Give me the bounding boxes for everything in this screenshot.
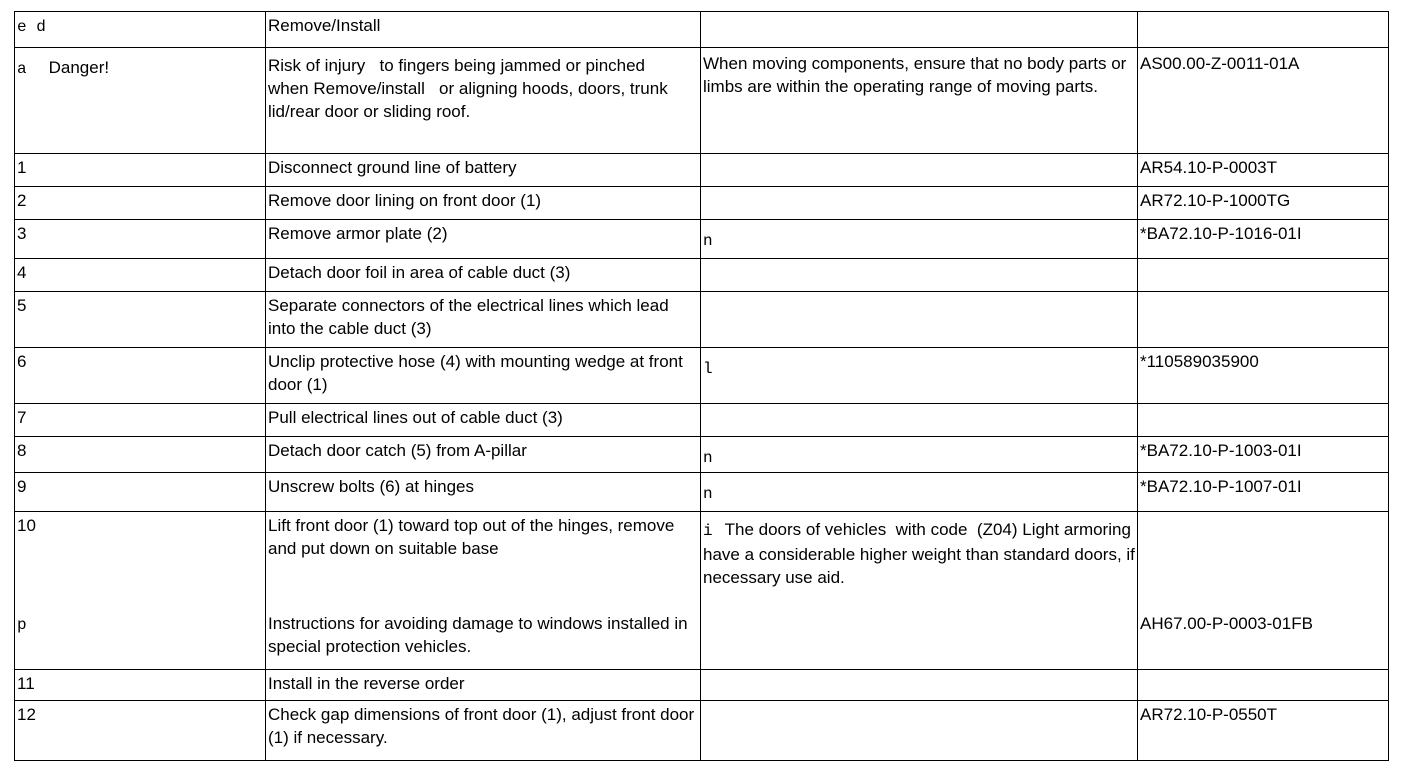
step-text-cell [266, 670, 701, 701]
step-number: 1 [17, 158, 27, 177]
step-note-cell [701, 292, 1138, 348]
table-row [15, 404, 1389, 437]
step-text: Unscrew bolts (6) at hinges [268, 477, 474, 496]
step-ref-cell [1138, 670, 1389, 701]
info-note-text: The doors of vehicles with code (Z04) Light armoring have a considerable higher weight than standard doors, if necessary use aid. [703, 520, 1140, 587]
step-text: Remove door lining on front door (1) [268, 191, 542, 210]
step-text: Detach door catch (5) from A-pillar [268, 441, 527, 460]
info-symbol: i [703, 522, 713, 540]
step-number: 2 [17, 191, 27, 210]
step-ref-cell [1138, 404, 1389, 437]
table-row [15, 473, 1389, 512]
tool-symbol: l [703, 360, 713, 378]
step-note-cell [701, 512, 1138, 670]
step-ref-cell [1138, 512, 1389, 670]
step-number-cell [15, 154, 266, 187]
danger-label-cell [15, 48, 266, 154]
step-text-cell [266, 404, 701, 437]
step-note-cell [701, 259, 1138, 292]
step-ref: AR54.10-P-0003T [1140, 158, 1278, 177]
step-ref: *BA72.10-P-1016-01I [1140, 224, 1302, 243]
danger-risk-cell [266, 48, 701, 154]
table-row [15, 701, 1389, 761]
step-number-cell [15, 437, 266, 473]
step-number: 5 [17, 296, 27, 315]
step-note-cell [701, 348, 1138, 404]
step-text: Detach door foil in area of cable duct (3) [268, 263, 571, 282]
step-number: 12 [17, 705, 36, 724]
step-ref: *BA72.10-P-1007-01I [1140, 477, 1302, 496]
header-empty-cell [1138, 12, 1389, 48]
step-number-cell [15, 292, 266, 348]
step-number: 6 [17, 352, 27, 371]
step-text: Disconnect ground line of battery [268, 158, 517, 177]
step-number-cell [15, 670, 266, 701]
step-number: 7 [17, 408, 27, 427]
step-number: 3 [17, 224, 27, 243]
step-number: 9 [17, 477, 27, 496]
step-number-cell [15, 259, 266, 292]
step-text: Check gap dimensions of front door (1), adjust front door (1) if necessary. [268, 705, 695, 747]
step-text-cell [266, 154, 701, 187]
step-text-cell [266, 437, 701, 473]
step-number-cell [15, 187, 266, 220]
step-number: 4 [17, 263, 27, 282]
step-note-cell [701, 187, 1138, 220]
header-title: Remove/Install [268, 16, 381, 35]
step-text: Separate connectors of the electrical lines which lead into the cable duct (3) [268, 296, 669, 338]
tool-symbol: n [703, 449, 713, 467]
table-row [15, 154, 1389, 187]
step-ref-cell [1138, 220, 1389, 259]
danger-measure-cell [701, 48, 1138, 154]
step-ref-cell [1138, 437, 1389, 473]
step-ref-cell [1138, 348, 1389, 404]
step-text-cell [266, 512, 701, 670]
step-ref-cell [1138, 473, 1389, 512]
step-ref: AR72.10-P-1000TG [1140, 191, 1291, 210]
step-number: 8 [17, 441, 27, 460]
step-text-cell [266, 701, 701, 761]
step-text-cell [266, 348, 701, 404]
step-ref-cell [1138, 701, 1389, 761]
danger-ref: AS00.00-Z-0011-01A [1140, 54, 1300, 73]
step-note-cell [701, 670, 1138, 701]
step-text-cell [266, 292, 701, 348]
step-number: 10 [17, 516, 36, 535]
header-empty-cell [701, 12, 1138, 48]
step-text: Remove armor plate (2) [268, 224, 448, 243]
danger-measure-text: When moving components, ensure that no body parts or limbs are within the operating range of moving parts. [703, 54, 1127, 96]
step-text: Unclip protective hose (4) with mounting wedge at front door (1) [268, 352, 683, 394]
step-number-cell [15, 348, 266, 404]
step-number-cell [15, 473, 266, 512]
step-text-cell [266, 259, 701, 292]
step-ref: AR72.10-P-0550T [1140, 705, 1278, 724]
step-ref-cell [1138, 292, 1389, 348]
step-ref-cell [1138, 154, 1389, 187]
step-number-cell [15, 404, 266, 437]
step-text: Pull electrical lines out of cable duct (3) [268, 408, 563, 427]
step-note-cell [701, 220, 1138, 259]
step-note-cell [701, 437, 1138, 473]
step-note-cell [701, 473, 1138, 512]
danger-row [15, 48, 1389, 154]
table-row [15, 437, 1389, 473]
header-symbols-cell [15, 12, 266, 48]
step-text-cell [266, 187, 701, 220]
danger-risk-text: Risk of injury to fingers being jammed or pinched when Remove/install or aligning hoods, doors, trunk lid/rear door or sliding roof. [268, 56, 673, 121]
table-row [15, 220, 1389, 259]
step-text-cell [266, 220, 701, 259]
table-row [15, 670, 1389, 701]
step-ref-cell [1138, 187, 1389, 220]
table-row [15, 512, 1389, 670]
step-ref-cell [1138, 259, 1389, 292]
danger-symbol: a [17, 60, 27, 78]
step-text: Lift front door (1) toward top out of the hinges, remove and put down on suitable base [268, 516, 675, 558]
procedure-table [14, 11, 1389, 761]
step-note-cell [701, 404, 1138, 437]
header-row [15, 12, 1389, 48]
tool-symbol: n [703, 232, 713, 250]
step-text: Install in the reverse order [268, 674, 465, 693]
tool-symbol: n [703, 485, 713, 503]
step-number-cell [15, 220, 266, 259]
step-note-cell [701, 154, 1138, 187]
sub-step-symbol: p [17, 616, 27, 634]
sub-step-text: Instructions for avoiding damage to windows installed in special protection vehicles. [268, 614, 688, 656]
table-row [15, 187, 1389, 220]
table-row [15, 348, 1389, 404]
sub-step-ref: AH67.00-P-0003-01FB [1140, 614, 1313, 633]
step-number: 11 [17, 674, 35, 693]
header-symbols: e d [17, 18, 46, 36]
step-text-cell [266, 473, 701, 512]
step-number-cell [15, 701, 266, 761]
step-ref: *BA72.10-P-1003-01I [1140, 441, 1302, 460]
table-row [15, 292, 1389, 348]
header-title-cell [266, 12, 701, 48]
step-note-cell [701, 701, 1138, 761]
step-number-cell [15, 512, 266, 670]
table-row [15, 259, 1389, 292]
danger-label: Danger! [48, 58, 110, 77]
step-ref: *110589035900 [1140, 352, 1259, 371]
danger-ref-cell [1138, 48, 1389, 154]
